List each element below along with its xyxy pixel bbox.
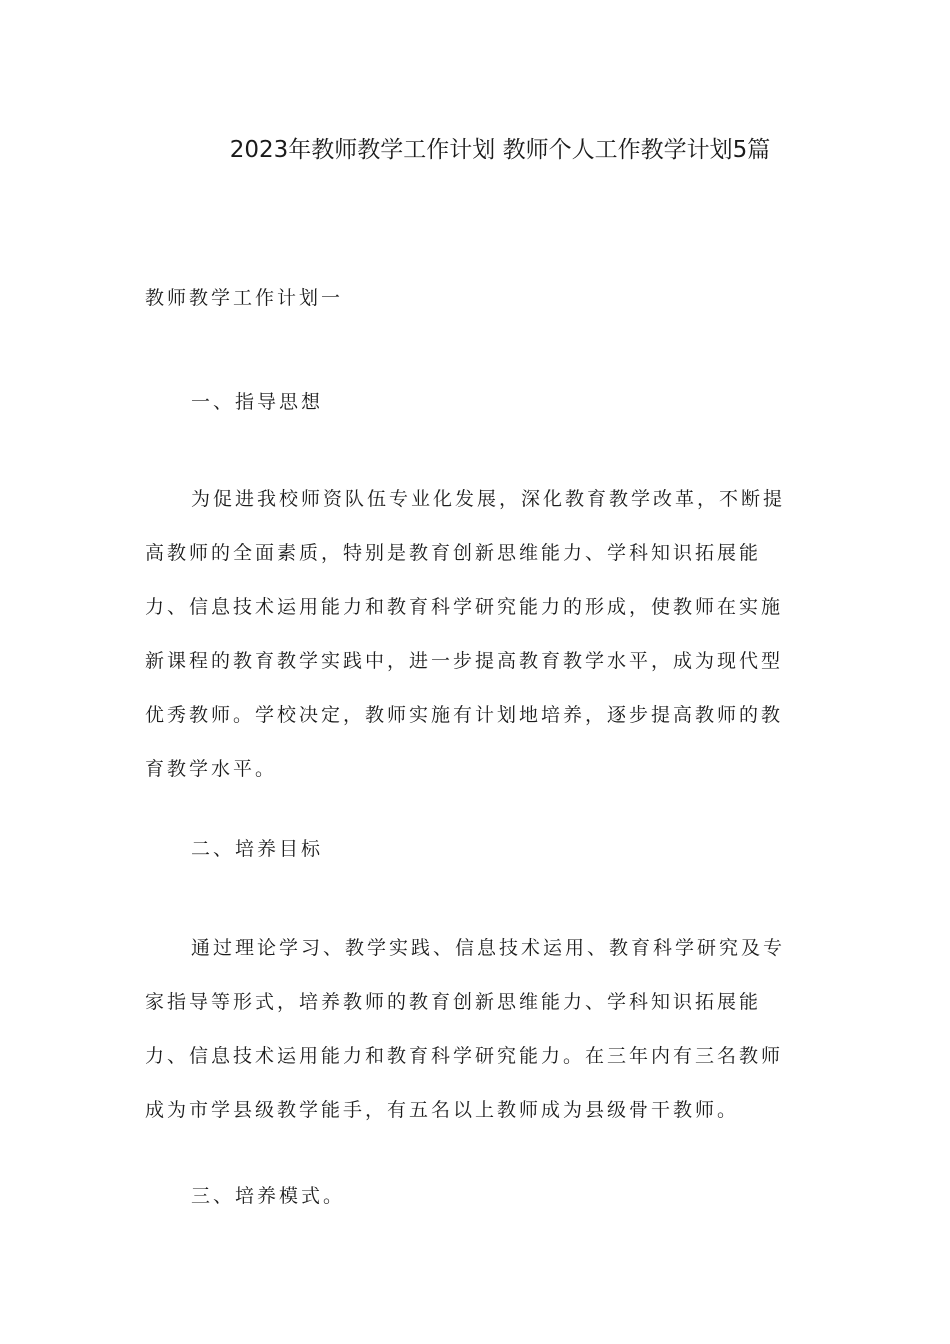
section-paragraph-training-goal [145,921,810,1137]
paragraph-line: 通过理论学习、教学实践、信息技术运用、教育科学研究及专 [191,937,786,959]
plan-heading: 教师教学工作计划一 [145,287,344,309]
section-heading-guiding-thought: 一、指导思想 [191,391,324,413]
document-title: 2023年教师教学工作计划 教师个人工作教学计划5篇 [229,137,771,163]
section-paragraph-guiding-thought [145,472,810,796]
paragraph-line: 新课程的教育教学实践中，进一步提高教育教学水平，成为现代型 [145,650,784,672]
paragraph-line: 为促进我校师资队伍专业化发展，深化教育教学改革，不断提 [191,488,786,510]
paragraph-line: 高教师的全面素质，特别是教育创新思维能力、学科知识拓展能 [145,542,762,564]
paragraph-line: 优秀教师。学校决定，教师实施有计划地培养，逐步提高教师的教 [145,704,784,726]
section-heading-training-mode: 三、培养模式。 [191,1185,346,1207]
paragraph-line: 力、信息技术运用能力和教育科学研究能力。在三年内有三名教师 [145,1045,784,1067]
paragraph-line: 成为市学县级教学能手，有五名以上教师成为县级骨干教师。 [145,1099,740,1121]
paragraph-line: 力、信息技术运用能力和教育科学研究能力的形成，使教师在实施 [145,596,784,618]
paragraph-line: 家指导等形式，培养教师的教育创新思维能力、学科知识拓展能 [145,991,762,1013]
section-heading-training-goal: 二、培养目标 [191,838,324,860]
paragraph-line: 育教学水平。 [145,758,278,780]
